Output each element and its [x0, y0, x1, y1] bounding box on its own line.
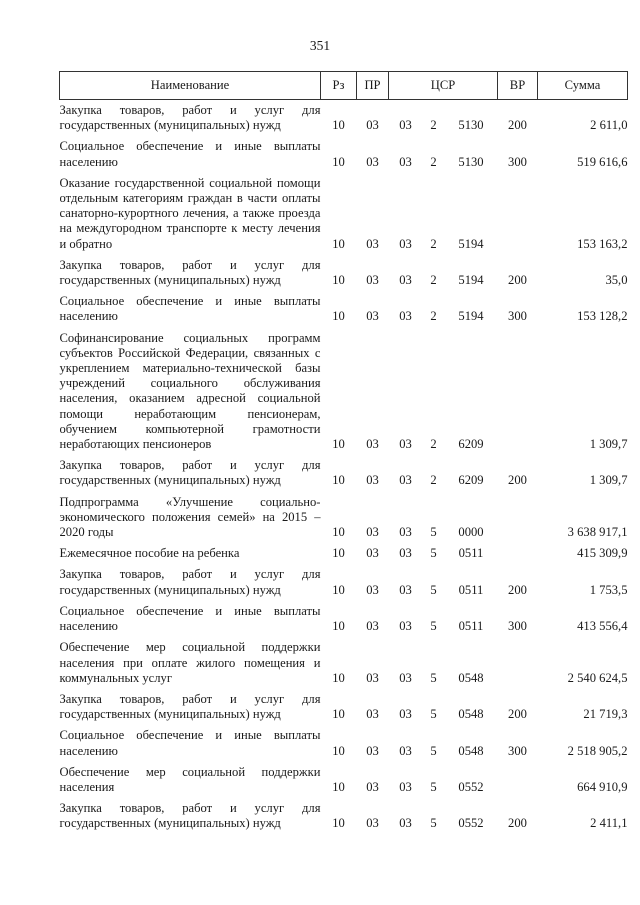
- header-pr: ПР: [357, 72, 389, 100]
- row-csr-3: 5130: [458, 118, 484, 133]
- row-rz: 10: [332, 670, 345, 685]
- row-rz: 10: [332, 707, 345, 722]
- row-csr-2: 5: [430, 779, 437, 794]
- row-sum: 1 309,7: [589, 473, 628, 488]
- row-vr: 300: [508, 309, 527, 324]
- row-csr-1: 03: [399, 670, 412, 685]
- row-csr-3: 5130: [458, 154, 484, 169]
- row-sum: 1 309,7: [589, 437, 628, 452]
- row-sum: 3 638 917,1: [567, 525, 628, 540]
- table-row: [60, 136, 628, 172]
- header-vr: ВР: [498, 72, 538, 100]
- row-csr-1: 03: [399, 273, 412, 288]
- row-csr-1: 03: [399, 743, 412, 758]
- header-rz: Рз: [321, 72, 357, 100]
- row-vr: 300: [508, 743, 527, 758]
- row-pr: 03: [366, 582, 379, 597]
- header-name: Наименование: [60, 72, 321, 100]
- row-csr-1: 03: [399, 437, 412, 452]
- row-sum: 415 309,9: [577, 546, 628, 561]
- row-name: Закупка товаров, работ и услуг для государственных (муниципальных) нужд: [59, 458, 321, 488]
- row-csr-2: 2: [430, 437, 437, 452]
- row-rz: 10: [332, 619, 345, 634]
- row-csr-1: 03: [399, 309, 412, 324]
- row-pr: 03: [366, 779, 379, 794]
- row-vr: [498, 173, 538, 255]
- row-csr-3: 5194: [458, 309, 484, 324]
- row-pr: 03: [366, 707, 379, 722]
- row-rz: 10: [332, 816, 345, 831]
- row-rz: 10: [332, 273, 345, 288]
- table-row: [60, 689, 628, 725]
- row-csr-3: 0511: [458, 546, 484, 561]
- row-vr: 200: [508, 582, 527, 597]
- row-vr: 200: [508, 118, 527, 133]
- row-csr-1: 03: [399, 154, 412, 169]
- row-pr: 03: [366, 236, 379, 251]
- row-csr-3: 5194: [458, 273, 484, 288]
- row-pr: 03: [366, 525, 379, 540]
- row-name: Закупка товаров, работ и услуг для государственных (муниципальных) нужд: [59, 567, 321, 597]
- row-csr-1: 03: [399, 779, 412, 794]
- row-rz: 10: [332, 525, 345, 540]
- table-row: [60, 762, 628, 798]
- row-csr-2: 5: [430, 546, 437, 561]
- row-rz: 10: [332, 437, 345, 452]
- row-rz: 10: [332, 118, 345, 133]
- row-csr-1: 03: [399, 816, 412, 831]
- row-name: Обеспечение мер социальной поддержки населения при оплате жилого помещения и коммунальных услуг: [59, 640, 321, 685]
- row-csr-3: 0548: [458, 743, 484, 758]
- row-csr-2: 2: [430, 273, 437, 288]
- row-csr-2: 2: [430, 118, 437, 133]
- row-rz: 10: [332, 779, 345, 794]
- table-row: [60, 100, 628, 137]
- row-vr: 300: [508, 619, 527, 634]
- header-csr: ЦСР: [389, 72, 498, 100]
- row-name: Социальное обеспечение и иные выплаты населению: [59, 294, 321, 324]
- row-rz: 10: [332, 743, 345, 758]
- row-pr: 03: [366, 473, 379, 488]
- row-sum: 2 411,1: [590, 816, 628, 831]
- row-csr-2: 5: [430, 582, 437, 597]
- row-name: Закупка товаров, работ и услуг для государственных (муниципальных) нужд: [59, 103, 321, 133]
- row-vr: 300: [508, 154, 527, 169]
- row-csr-2: 5: [430, 816, 437, 831]
- row-vr: [498, 328, 538, 456]
- row-csr-3: 0511: [458, 582, 484, 597]
- row-csr-1: 03: [399, 525, 412, 540]
- row-csr-2: 2: [430, 154, 437, 169]
- row-csr-2: 5: [430, 707, 437, 722]
- row-pr: 03: [366, 743, 379, 758]
- table-row: [60, 291, 628, 327]
- row-vr: 200: [508, 707, 527, 722]
- row-name: Социальное обеспечение и иные выплаты населению: [59, 139, 321, 169]
- row-vr: [498, 492, 538, 544]
- table-row: [60, 798, 628, 834]
- row-sum: 35,0: [605, 273, 628, 288]
- row-name: Социальное обеспечение и иные выплаты населению: [59, 603, 321, 634]
- row-name: Обеспечение мер социальной поддержки населения: [59, 764, 321, 794]
- table-row: [60, 255, 628, 291]
- row-rz: 10: [332, 309, 345, 324]
- row-sum: 413 556,4: [577, 619, 628, 634]
- row-csr-3: 0552: [458, 779, 484, 794]
- row-pr: 03: [366, 273, 379, 288]
- row-name: Ежемесячное пособие на ребенка: [59, 546, 240, 561]
- row-pr: 03: [366, 309, 379, 324]
- table-row: [60, 455, 628, 491]
- row-pr: 03: [366, 154, 379, 169]
- budget-table: [59, 71, 628, 835]
- row-vr: 200: [508, 816, 527, 831]
- row-csr-3: 6209: [458, 473, 484, 488]
- row-csr-3: 0000: [458, 525, 484, 540]
- row-sum: 2 540 624,5: [567, 670, 628, 685]
- row-csr-2: 5: [430, 670, 437, 685]
- table-header-row: [60, 72, 628, 100]
- row-rz: 10: [332, 473, 345, 488]
- row-csr-3: 0548: [458, 707, 484, 722]
- row-pr: 03: [366, 118, 379, 133]
- row-rz: 10: [332, 236, 345, 251]
- page-number: 351: [309, 38, 331, 53]
- row-pr: 03: [366, 546, 379, 561]
- row-pr: 03: [366, 670, 379, 685]
- row-csr-3: 0548: [458, 670, 484, 685]
- row-vr: 200: [508, 473, 527, 488]
- row-csr-3: 0511: [458, 619, 484, 634]
- table-row: [60, 564, 628, 600]
- row-sum: 21 719,3: [583, 707, 628, 722]
- row-sum: 519 616,6: [577, 154, 628, 169]
- row-csr-2: 2: [430, 309, 437, 324]
- row-name: Подпрограмма «Улучшение социально-экономического положения семей» на 2015 – 2020 годы: [59, 494, 321, 540]
- table-row: [60, 328, 628, 456]
- row-sum: 2 611,0: [590, 118, 628, 133]
- row-sum: 153 163,2: [577, 236, 628, 251]
- row-csr-1: 03: [399, 473, 412, 488]
- table-row: [60, 725, 628, 761]
- row-csr-3: 6209: [458, 437, 484, 452]
- row-sum: 153 128,2: [577, 309, 628, 324]
- row-csr-3: 0552: [458, 816, 484, 831]
- row-csr-1: 03: [399, 546, 412, 561]
- row-csr-2: 5: [430, 619, 437, 634]
- row-sum: 664 910,9: [577, 779, 628, 794]
- table-row: [60, 637, 628, 689]
- row-vr: [498, 637, 538, 689]
- row-vr: [498, 543, 538, 564]
- table-row: [60, 173, 628, 255]
- row-csr-2: 2: [430, 473, 437, 488]
- row-pr: 03: [366, 619, 379, 634]
- row-vr: 200: [508, 273, 527, 288]
- row-csr-1: 03: [399, 707, 412, 722]
- row-sum: 2 518 905,2: [567, 743, 628, 758]
- row-csr-2: 5: [430, 743, 437, 758]
- row-rz: 10: [332, 546, 345, 561]
- row-vr: [498, 762, 538, 798]
- row-rz: 10: [332, 154, 345, 169]
- table-row: [60, 543, 628, 564]
- row-sum: 1 753,5: [589, 582, 628, 597]
- row-csr-2: 2: [430, 236, 437, 251]
- table-row: [60, 492, 628, 544]
- row-pr: 03: [366, 816, 379, 831]
- row-csr-1: 03: [399, 118, 412, 133]
- row-pr: 03: [366, 437, 379, 452]
- row-name: Закупка товаров, работ и услуг для государственных (муниципальных) нужд: [59, 257, 321, 288]
- table-row: [60, 601, 628, 637]
- row-name: Софинансирование социальных программ субъектов Российской Федерации, связанных с укреплением материально-технической базы учреждений социального обслуживания населения, оказанием адресной социальной помощи неработающим пенсионерам, обучением компьютерной грамотности неработающих пенсионеров: [59, 330, 321, 452]
- row-csr-1: 03: [399, 582, 412, 597]
- row-rz: 10: [332, 582, 345, 597]
- row-csr-2: 5: [430, 525, 437, 540]
- row-csr-3: 5194: [458, 236, 484, 251]
- row-name: Закупка товаров, работ и услуг для государственных (муниципальных) нужд: [59, 691, 321, 722]
- row-csr-1: 03: [399, 619, 412, 634]
- row-name: Оказание государственной социальной помощи отдельным категориям граждан в части оплаты санаторно-курортного лечения, а также проезда на междугородном транспорте к месту лечения и обратно: [59, 175, 321, 251]
- row-name: Закупка товаров, работ и услуг для государственных (муниципальных) нужд: [59, 801, 321, 831]
- row-name: Социальное обеспечение и иные выплаты населению: [59, 728, 321, 758]
- row-csr-1: 03: [399, 236, 412, 251]
- header-sum: Сумма: [538, 72, 628, 100]
